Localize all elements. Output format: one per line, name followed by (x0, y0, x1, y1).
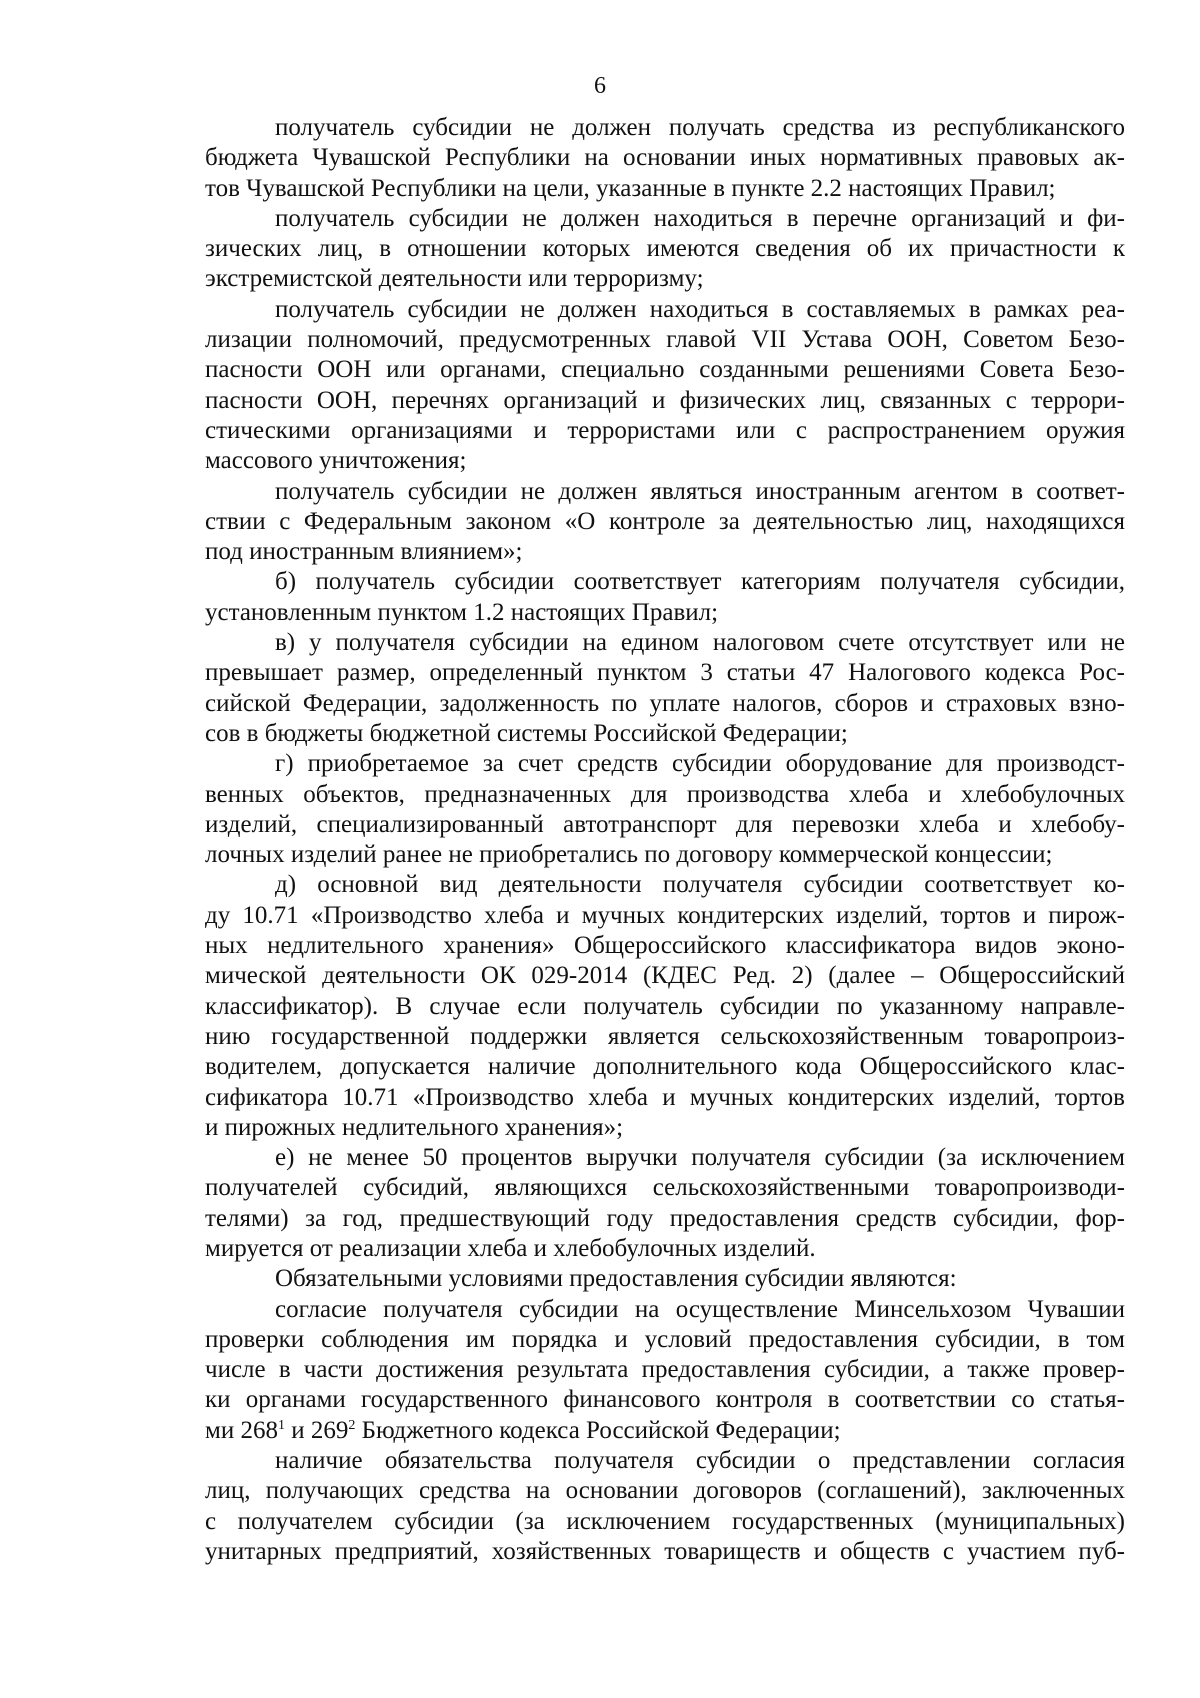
text-line: ных недлительного хранения» Общероссийского классификатора видов эконо- (205, 932, 1125, 960)
text-line: г) приобретаемое за счет средств субсидии оборудование для производст- (275, 750, 1125, 778)
text-line: проверки соблюдения им порядка и условий предоставления субсидии, в том (205, 1325, 1125, 1353)
text-line: согласие получателя субсидии на осуществление Минсельхозом Чувашии (275, 1295, 1125, 1323)
text-segment: Бюджетного кодекса Российской Федерации; (355, 1416, 841, 1444)
text-line: ду 10.71 «Производство хлеба и мучных кондитерских изделий, тортов и пирож- (205, 901, 1125, 929)
text-line: унитарных предприятий, хозяйственных товариществ и обществ с участием пуб- (205, 1537, 1125, 1565)
text-line: стическими организациями и террористами или с распространением оружия (205, 416, 1125, 444)
text-line: получатель субсидии не должен являться иностранным агентом в соответ- (275, 477, 1125, 505)
text-line: под иностранным влиянием»; (205, 538, 523, 566)
text-line: пасности ООН или органами, специально созданными решениями Совета Безо- (205, 356, 1125, 384)
text-line: мической деятельности ОК 029-2014 (КДЕС Ред. 2) (далее – Общероссийский (205, 962, 1125, 990)
text-line: экстремистской деятельности или терроризму; (205, 265, 704, 293)
text-line: числе в части достижения результата предоставления субсидии, а также провер- (205, 1356, 1125, 1384)
text-line: сификатора 10.71 «Производство хлеба и мучных кондитерских изделий, тортов (205, 1083, 1125, 1111)
text-line: сов в бюджеты бюджетной системы Российской Федерации; (205, 719, 848, 747)
text-segment: ми 268 (205, 1416, 278, 1444)
text-line: получателей субсидий, являющихся сельскохозяйственными товаропроизводи- (205, 1174, 1125, 1202)
text-line: Обязательными условиями предоставления субсидии являются: (275, 1265, 957, 1293)
text-line: ки органами государственного финансового контроля в соответствии со статья- (205, 1386, 1125, 1414)
text-line: лочных изделий ранее не приобретались по договору коммерческой концессии; (205, 841, 1053, 869)
text-line-with-superscripts (205, 1416, 1125, 1446)
text-line: установленным пунктом 1.2 настоящих Правил; (205, 598, 719, 626)
text-line: получатель субсидии не должен находиться в перечне организаций и фи- (275, 204, 1125, 232)
text-line: телями) за год, предшествующий году предоставления средств субсидии, фор- (205, 1204, 1125, 1232)
text-line: и пирожных недлительного хранения»; (205, 1113, 624, 1141)
text-line: с получателем субсидии (за исключением государственных (муниципальных) (205, 1507, 1125, 1535)
text-line: бюджета Чувашской Республики на основании иных нормативных правовых ак- (205, 144, 1125, 172)
text-line: изделий, специализированный автотранспорт для перевозки хлеба и хлебобу- (205, 810, 1125, 838)
text-line: получатель субсидии не должен получать средства из республиканского (275, 114, 1125, 141)
document-body (205, 113, 1125, 1567)
text-line: водителем, допускается наличие дополнительного кода Общероссийского клас- (205, 1053, 1125, 1081)
text-line: зических лиц, в отношении которых имеются сведения об их причастности к (205, 235, 1125, 263)
text-line: д) основной вид деятельности получателя субсидии соответствует ко- (275, 871, 1125, 899)
text-segment: и 269 (284, 1416, 349, 1444)
text-line: б) получатель субсидии соответствует категориям получателя субсидии, (275, 568, 1125, 596)
text-line: е) не менее 50 процентов выручки получателя субсидии (за исключением (275, 1144, 1125, 1172)
text-line: пасности ООН, перечнях организаций и физических лиц, связанных с террори- (205, 386, 1125, 414)
superscript: 1 (277, 1417, 285, 1433)
text-line: наличие обязательства получателя субсидии о представлении согласия (275, 1447, 1125, 1475)
text-line: массового уничтожения; (205, 447, 467, 475)
page-number: 6 (594, 73, 606, 99)
text-line: ствии с Федеральным законом «О контроле за деятельностью лиц, находящихся (205, 507, 1125, 535)
text-line: получатель субсидии не должен находиться в составляемых в рамках реа- (275, 295, 1125, 323)
text-line: сийской Федерации, задолженность по уплате налогов, сборов и страховых взно- (205, 689, 1125, 717)
text-line: лизации полномочий, предусмотренных главой VII Устава ООН, Советом Безо- (205, 326, 1125, 354)
text-line: мируется от реализации хлеба и хлебобулочных изделий. (205, 1234, 816, 1262)
text-line: превышает размер, определенный пунктом 3 статьи 47 Налогового кодекса Рос- (205, 659, 1125, 687)
text-line: классификатор). В случае если получатель субсидии по указанному направле- (205, 992, 1125, 1020)
superscript: 2 (348, 1417, 356, 1433)
text-line: тов Чувашской Республики на цели, указанные в пункте 2.2 настоящих Правил; (205, 174, 1056, 202)
text-line: в) у получателя субсидии на едином налоговом счете отсутствует или не (275, 629, 1125, 657)
text-line: венных объектов, предназначенных для производства хлеба и хлебобулочных (205, 780, 1125, 808)
text-line: лиц, получающих средства на основании договоров (соглашений), заключенных (205, 1477, 1125, 1505)
text-line: нию государственной поддержки является сельскохозяйственным товаропроиз- (205, 1022, 1125, 1050)
